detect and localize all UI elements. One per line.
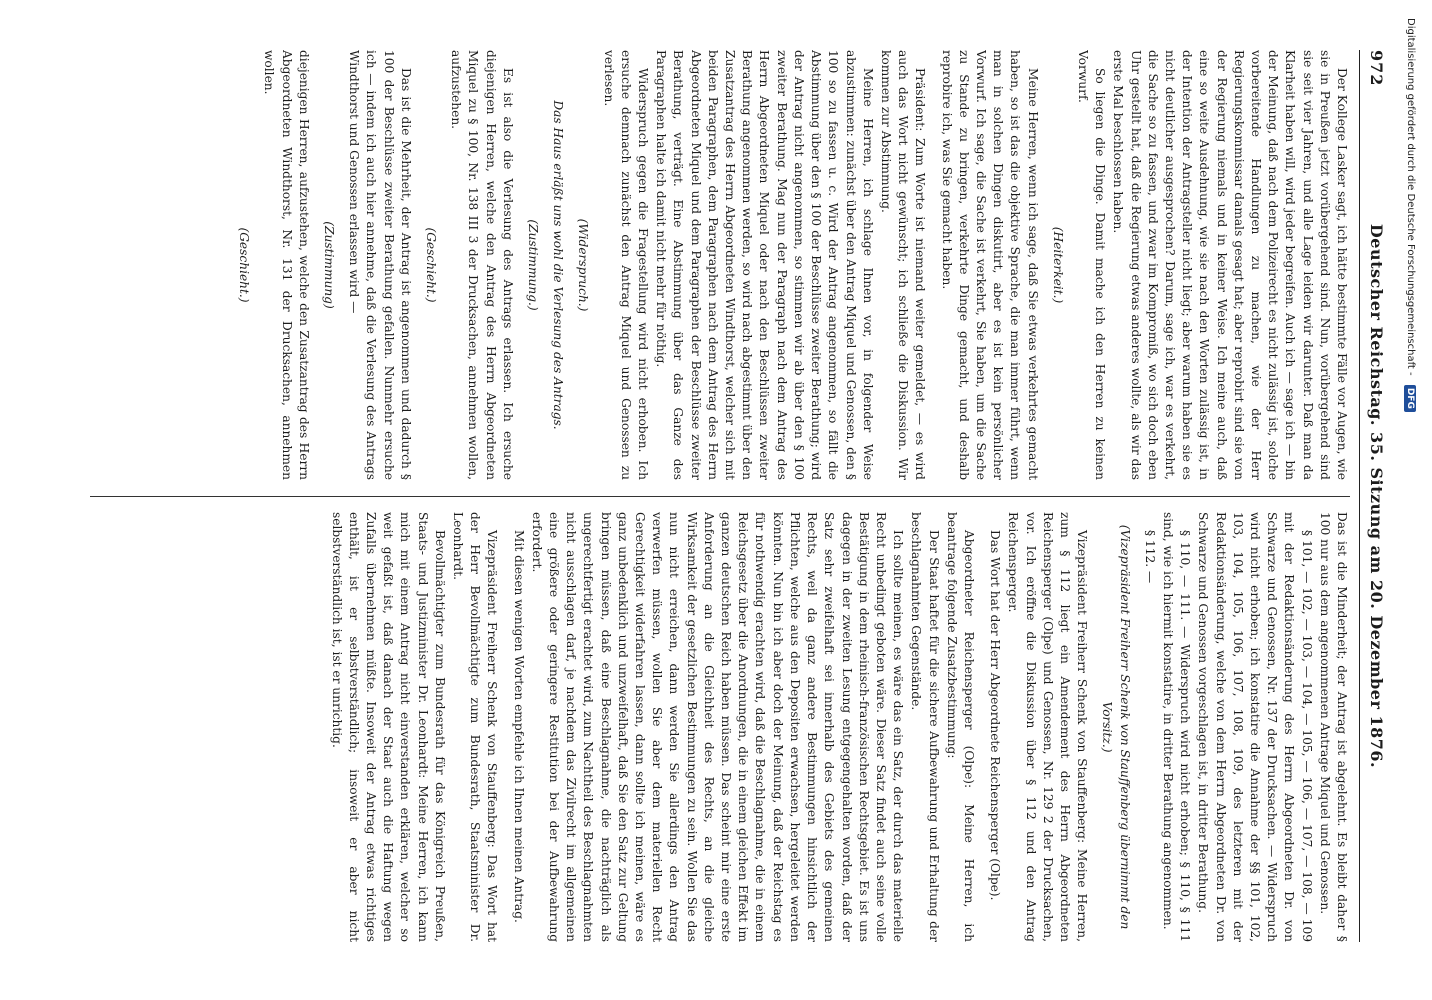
paragraph: Ich sollte meinen, es wäre das ein Satz, der durch das materielle Recht unbedingt geboten wäre. Dieser Satz findet auch seine volle Bestätigung in dem rheinisch-französischen Rechtsgebiet. Es ist uns dagegen in der zweiten Lesung entgegengehalten worden, daß der Satz sehr zweifelhaft sei innerhalb des Gebiets des gemeinen Rechts, weil da ganz andere Bestimmungen hinsichtlich der Pflichten, welche aus den Depositen erwachsen, hergeleitet werden könnten. Nun bin ich aber doch der Meinung, daß der Reichstag es für nothwendig erachten wird, daß die Beschlagnahme, die in einem Reichsgesetz über die Anordnungen, die in einem gleichen Effekt im ganzen deutschen Reich haben müssen. Das scheint mir eine erste Anforderung an die Gleichheit des Rechts, an die gleiche Wirksamkeit der gesetzlichen Bestimmungen zu sein. Wollen Sie das nun nicht erreichen, dann werden Sie allerdings den Antrag verwerfen müssen, wollen Sie aber dem materiellen Recht Gerechtigkeit widerfahren lassen, dann sollte ich meinen, wäre es ganz unbedenklich und unzweifelhaft, daß Sie den Satz zur Geltung bringen müssen, daß eine Beschlagnahme, die nachträglich als ungerechtfertigt erachtet wird, zum Nachtheil des Beschlagnahmten nicht ausschlagen darf, je nachdem das Zivilrecht im allgemeinen eine größere oder geringere Restitution bei der Aufbewahrung erfordert. (529, 512, 906, 942)
paragraph: Mit diesen wenigen Worten empfehle ich Ihnen meinen Antrag. (511, 530, 526, 923)
digitization-note (1404, 18, 1416, 412)
paragraph: Das Haus erläßt uns wohl die Verlesung des Antrags. (551, 100, 566, 430)
digitization-note-text: Digitalisierung gefördert durch die Deutsche Forschungsgemeinschaft - (1405, 18, 1416, 376)
paragraph: Der Staat haftet für die sichere Aufbewahrung und Erhaltung der beschlagnahmten Gegenstände. (909, 512, 941, 942)
left-column (70, 50, 1350, 480)
stage-direction: (Zustimmung) (322, 221, 337, 309)
column-divider (90, 496, 1350, 497)
dfg-logo: DFG (1404, 385, 1416, 412)
paragraph: Der Kollege Lasker sagt, ich hätte bestimmte Fälle vor Augen, wie sie in Preußen jetzt vorübergehend sind. Nun, vorübergehend sind sie seit vier Jahren, und alle Lage leiden wir darunter. Daß man da Klarheit haben will, wird jeder begreifen. Auch ich — sage ich — bin der Meinung, daß nach dem Polizeirecht es nicht zulässig ist, solche vorbereitende Handlungen zu machen, wie der Herr Regierungskommissar damals gesagt hat; aber reprobirt sind sie von der Regierung niemals und in keiner Weise. Ich meine auch, daß eine so weite Ausdehnung, wie sie nach den Worten zulässig ist, in der Intention der Antragsteller nicht liegt; aber warum haben sie es nicht deutlicher ausgesprochen? Darum, sage ich, war es verkehrt, die Sache so zu fassen, und zwar im Kompromiß, wo sich doch eben Uhr gestellt hat, daß die Regierung etwas anderes wollte, als wir das erste Mal beschlossen haben. (1111, 50, 1349, 480)
paragraph: § 112. — (1142, 530, 1157, 584)
page-header (1359, 50, 1386, 942)
paragraph: Es ist also die Verlesung des Antrags erlassen. Ich ersuche diejenigen Herren, welche den Antrag des Herrn Abgeordneten Miquel zu § 100, Nr. 138 III 3 der Drucksachen, annehmen wollen, aufzustehen. (449, 50, 515, 480)
paragraph: Das ist die Mehrheit, der Antrag ist angenommen und dadurch § 100 der Beschlüsse zweiter Berathung gefallen. Nunmehr ersuche ich — indem ich auch hier annehme, daß die Verlesung des Antrags Windthorst und Genossen erlassen wird — (347, 50, 413, 480)
paragraph: Widerspruch gegen die Fragestellung wird nicht erhoben. Ich ersuche demnach zunächst den Antrag Miquel und Genossen zu verlesen. (601, 50, 651, 480)
paragraph: Vizepräsident Freiherr Schenk von Stauffenberg: Das Wort hat der Herr Bevollmächtigte zum Bundesrath, Staatsminister Dr. Leonhardt. (451, 512, 500, 942)
paragraph: Präsident: Zum Worte ist niemand weiter gemeldet, — es wird auch das Wort nicht gewünscht; ich schließe die Diskussion. Wir kommen zur Abstimmung. (878, 50, 928, 480)
stage-direction: (Heiterkeit.) (1050, 226, 1065, 304)
running-title: Deutscher Reichstag. 35. Sitzung am 20. Dezember 1876. (1367, 223, 1386, 769)
paragraph: Meine Herren, wenn ich sage, daß Sie etwas verkehrtes gemacht haben, so ist das die objektive Sprache, die man immer führt, wenn man in solchen Dingen diskutirt, aber es ist kein persönlicher Vorwurf. Ich sage, die Sache ist verkehrt, Sie haben, um die Sache zu Stande zu bringen, verkehrte Dinge gemacht, und deshalb reprobire ich, was Sie gemacht haben. (939, 50, 1040, 480)
paragraph: § 110, — 111. — Widerspruch wird nicht erhoben; § 110, § 111 sind, wie ich hiermit konstatire, in dritter Berathung angenommen. (1160, 512, 1193, 942)
paragraph: So liegen die Dinge. Damit mache ich den Herren zu keinen Vorwurf. (1075, 50, 1108, 480)
stage-direction: (Widerspruch.) (576, 218, 591, 312)
paragraph: Meine Herren, ich schlage Ihnen vor, in folgender Weise abzustimmen: zunächst über den Antrag Miquel und Genossen, den § 100 so zu fassen u. c. Wird der Antrag angenommen, so fällt die Abstimmung über den § 100 der Beschlüsse zweiter Berathung; wird der Antrag nicht angenommen, so stimmen wir ab über den § 100 zweiter Berathung. Mag nun der Paragraph nach dem Antrag des Herrn Abgeordneten Miquel oder nach den Beschlüssen zweiter Berathung angenommen werden, so wird nach abgestimmt über den Zusatzantrag des Herrn Abgeordneten Windthorst, welcher sich mit beiden Paragraphen, dem Paragraphen nach dem Antrag des Herrn Abgeordneten Miquel und dem Paragraphen der Beschlüsse zweiter Berathung, verträgt. Eine Abstimmung über das Ganze des Paragraphen halte ich damit nicht mehr für nöthig. (654, 50, 875, 480)
page-number: 972 (1367, 50, 1386, 87)
paragraph: diejenigen Herren, aufzustehen, welche den Zusatzantrag des Herrn Abgeordneten Windthorst, Nr. 131 der Drucksachen, annehmen wollen. (262, 50, 311, 480)
stage-direction: (Vizepräsident Freiherr Schenk von Stauffenberg übernimmt den Vorsitz.) (1100, 524, 1132, 930)
stage-direction: (Geschieht.) (424, 227, 439, 303)
stage-direction: (Geschieht.) (237, 227, 252, 303)
paragraph: Abgeordneter Reichensperger (Olpe): Meine Herren, ich beantrage folgende Zusatzbestimmung: (944, 512, 976, 942)
right-column (70, 512, 1350, 942)
stage-direction: (Zustimmung.) (526, 219, 541, 311)
paragraph: Vizepräsident Freiherr Schenk von Stauffenberg: Meine Herren, zum § 112 liegt ein Amendement des Herrn Abgeordneten Reichensperger (Olpe) und Genossen, Nr. 129 2 der Drucksachen, vor. Ich eröffne die Diskussion über § 112 und den Antrag Reichensperger. (1006, 512, 1090, 942)
paragraph: § 101, — 102, — 103, — 104, — 105, — 106, — 107, — 108, — 109 mit der Redaktionsänderung des Herrn Abgeordneten Dr. von Schwarze und Genossen, Nr. 137 der Drucksachen. — Widerspruch wird nicht erhoben; ich konstatire die Annahme der §§ 101, 102, 103, 104, 105, 106, 107, 108, 109, des letzteren mit der Redaktionsänderung, welche von dem Herrn Abgeordneten Dr. von Schwarze und Genossen vorgeschlagen ist, in dritter Berathung. (1196, 512, 1314, 942)
paragraph: Das ist die Minderheit; der Antrag ist abgelehnt. Es bleibt daher § 100 nur aus dem angenommenen Antrage Miquel und Genossen. (1317, 512, 1349, 942)
paragraph: Das Wort hat der Herr Abgeordnete Reichensperger (Olpe). (988, 530, 1003, 901)
paragraph: Bevollmächtigter zum Bundesrath für das Königreich Preußen, Staats- und Justizminister Dr. Leonhardt: Meine Herren, ich kann mich mit einem Antrag nicht einverstanden erklären, welcher so weit gefaßt ist, daß danach der Staat auch die Haftung wegen Zufalls übernehmen müßte. Insoweit der Antrag etwas richtiges enthält, ist er selbstverständlich; insoweit er aber nicht selbstverständlich ist, ist er unrichtig. (329, 512, 447, 942)
document-page (52, 22, 1392, 972)
